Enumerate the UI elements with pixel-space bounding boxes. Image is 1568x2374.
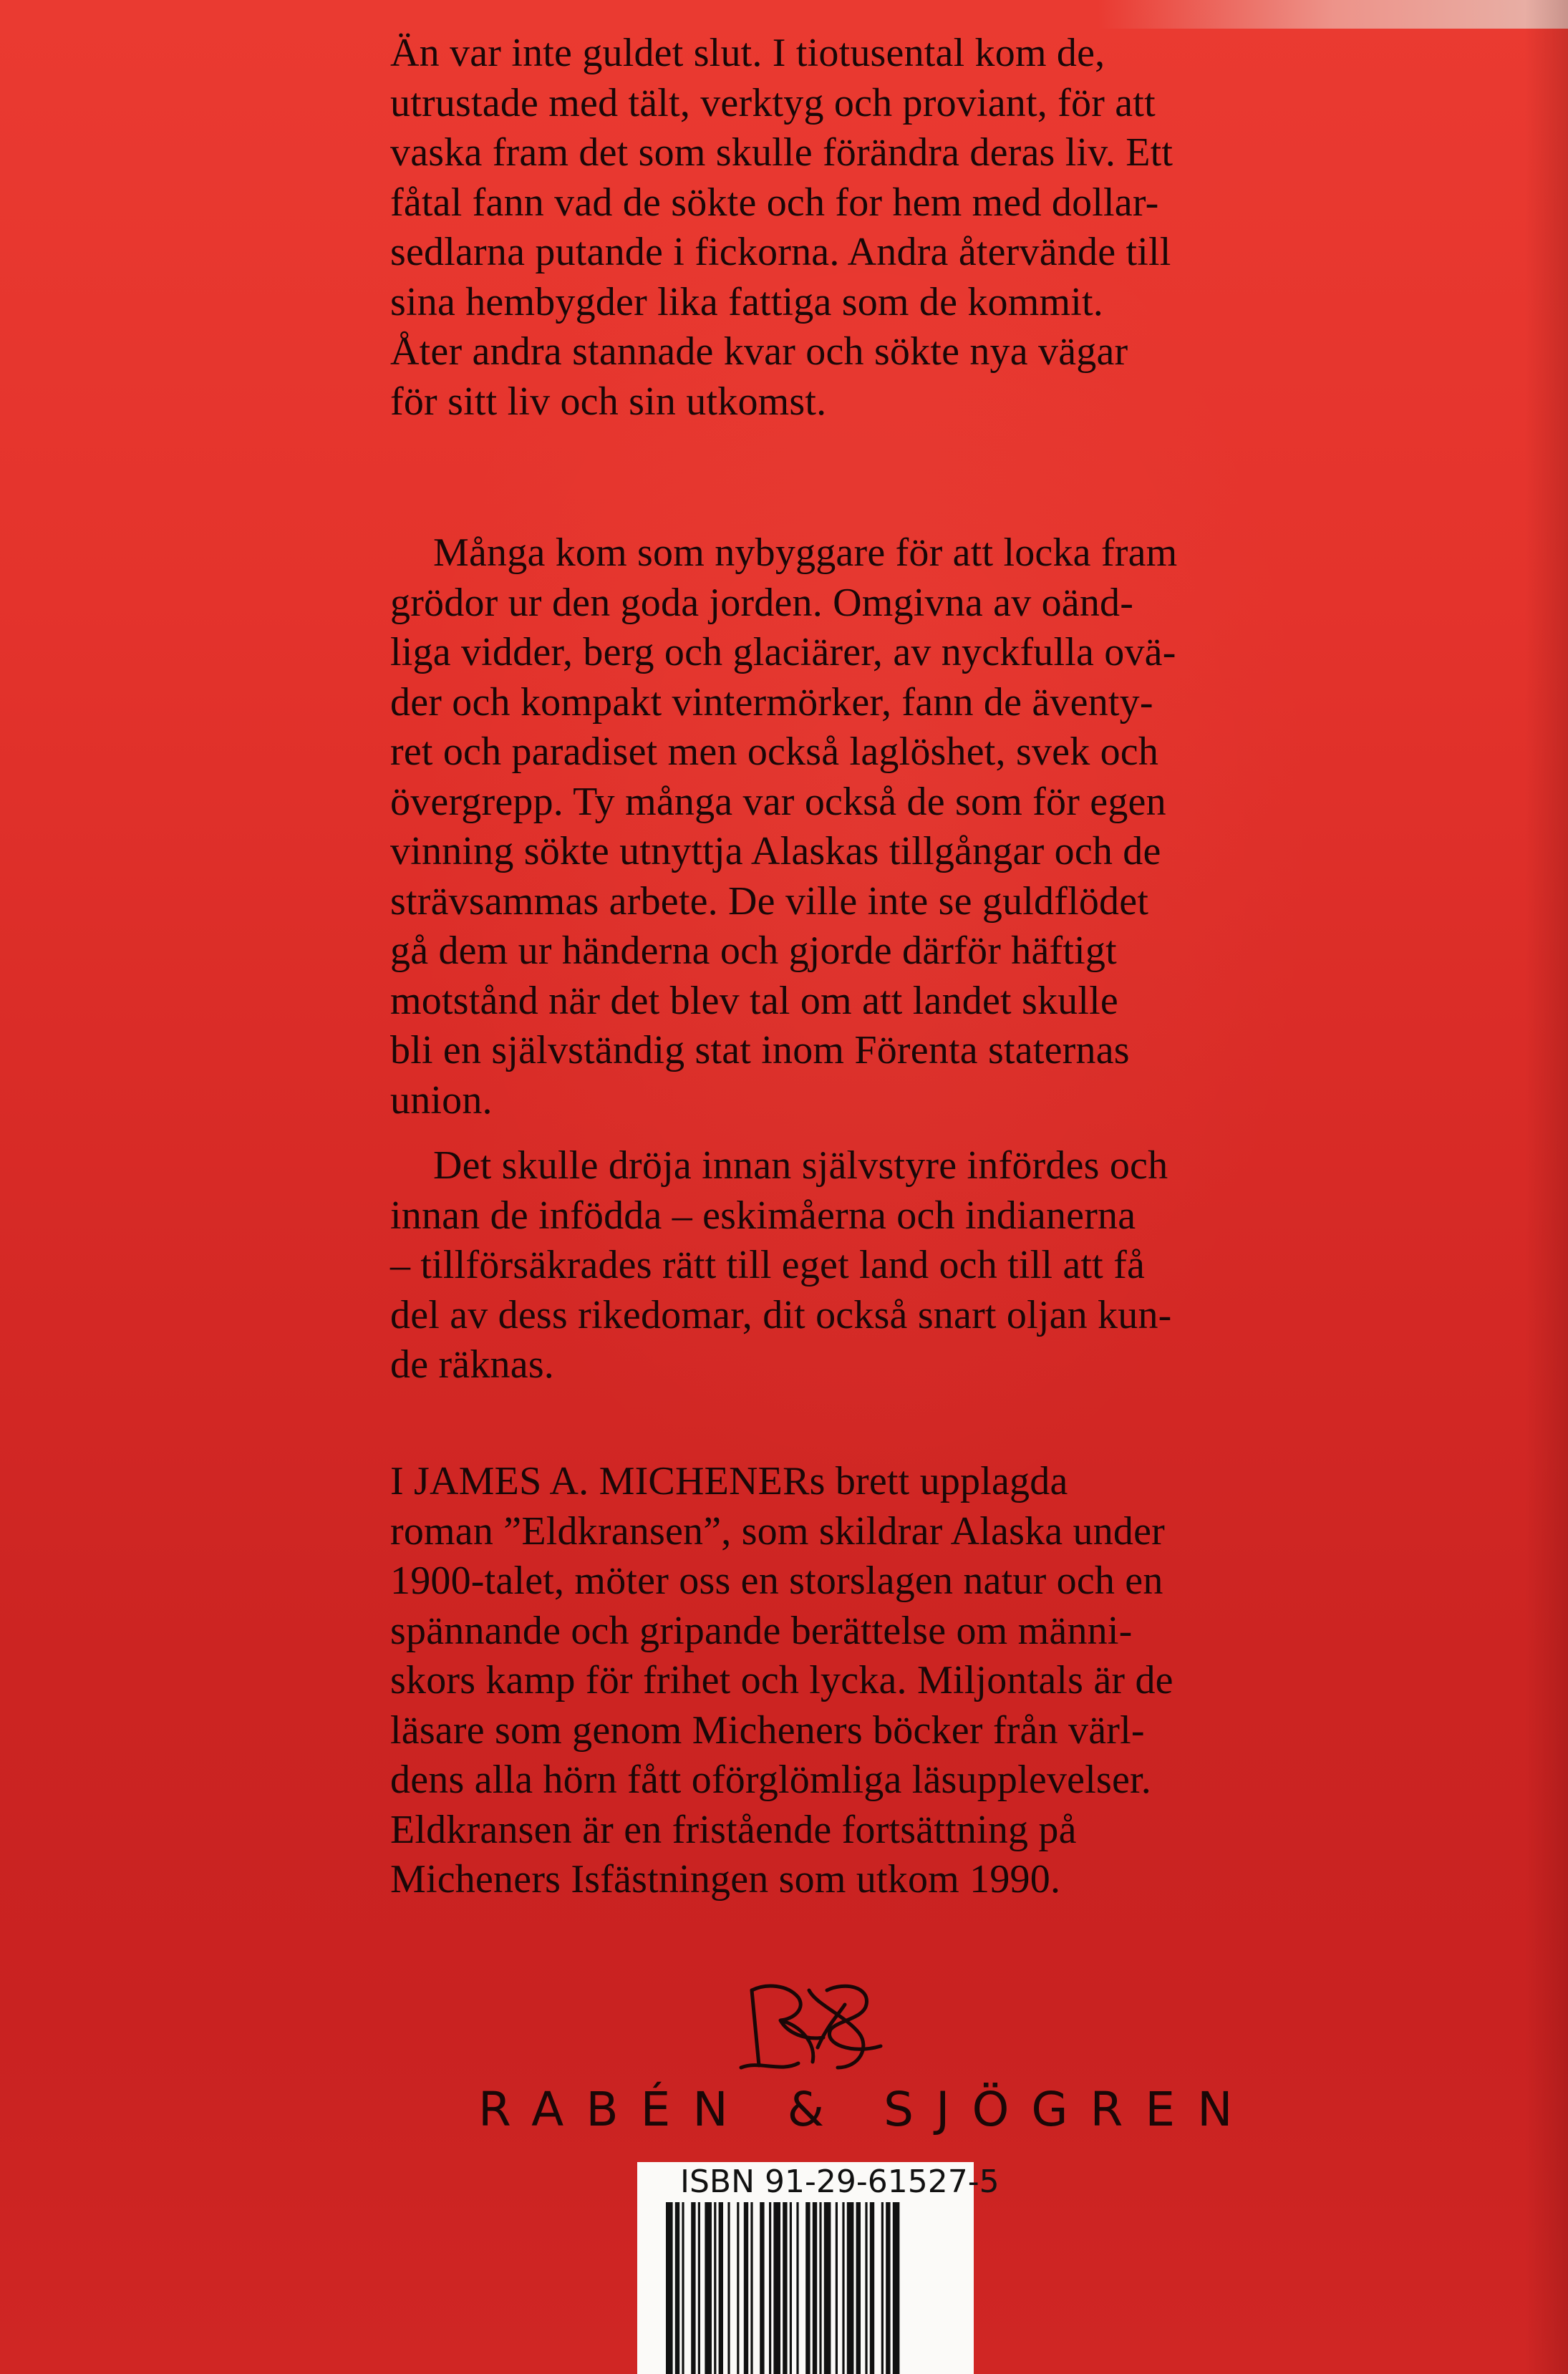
barcode-bar: [856, 2202, 861, 2374]
barcode-bar: [737, 2202, 739, 2374]
barcode-bar: [790, 2202, 792, 2374]
barcode-bar: [727, 2202, 730, 2374]
text-line: ret och paradiset men också laglöshet, svek och: [390, 730, 1159, 774]
barcode-bar: [698, 2202, 700, 2374]
barcode-bars: [666, 2202, 945, 2374]
text-line: der och kompakt vintermörker, fann de äventy-: [390, 679, 1153, 725]
barcode-bar: [773, 2202, 780, 2374]
barcode-bar: [805, 2202, 810, 2374]
text-line: strävsammas arbete. De ville inte se guldflödet: [390, 878, 1149, 924]
text-line: de räknas.: [390, 1342, 555, 1387]
text-line: union.: [390, 1077, 493, 1123]
text-line: del av dess rikedomar, dit också snart oljan kun-: [390, 1292, 1172, 1337]
barcode-bar: [824, 2202, 831, 2374]
barcode-bar: [691, 2202, 695, 2374]
barcode-bar: [813, 2202, 817, 2374]
publisher-name: RABÉN & SJÖGREN: [478, 2082, 1255, 2137]
barcode-bar: [881, 2202, 884, 2374]
barcode-bar: [847, 2202, 854, 2374]
text-line: vaska fram det som skulle förändra deras liv. Ett: [390, 130, 1173, 175]
barcode-bar: [750, 2202, 752, 2374]
barcode-bar: [675, 2202, 679, 2374]
text-line: I JAMES A. MICHENERs brett upplagda: [390, 1459, 1068, 1503]
barcode-bar: [842, 2202, 844, 2374]
barcode-bar: [893, 2202, 900, 2374]
blurb-paragraph-1: [390, 29, 1321, 427]
text-line: fåtal fann vad de sökte och for hem med dollar-: [390, 180, 1159, 225]
barcode-bar: [783, 2202, 787, 2374]
text-line: spännande och gripande berättelse om männi-: [390, 1608, 1133, 1653]
rs-monogram-logo-icon: [737, 1976, 888, 2076]
text-line: grödor ur den goda jorden. Omgivna av oänd-: [390, 580, 1134, 625]
barcode-bar: [819, 2202, 821, 2374]
text-line: Micheners Isfästningen som utkom 1990.: [390, 1857, 1061, 1901]
barcode-bar: [705, 2202, 712, 2374]
text-line: dens alla hörn fått oförglömliga läsupplevelser.: [390, 1758, 1151, 1802]
barcode-bar: [769, 2202, 771, 2374]
barcode-bar: [886, 2202, 890, 2374]
text-line: Än var inte guldet slut. I tiotusental kom de,: [390, 31, 1105, 75]
text-line: skors kamp för frihet och lycka. Miljontals är de: [390, 1658, 1173, 1702]
text-line: vinning sökte utnyttja Alaskas tillgångar och de: [390, 829, 1161, 873]
text-line: Det skulle dröja innan självstyre infördes och: [433, 1143, 1168, 1188]
cover-shadow-edge: [1525, 0, 1568, 2374]
barcode-bar: [666, 2202, 673, 2374]
text-line: roman ”Eldkransen”, som skildrar Alaska under: [390, 1508, 1166, 1554]
blurb-paragraph-2: [390, 528, 1321, 1125]
barcode-bar: [796, 2202, 798, 2374]
text-line: bli en självständig stat inom Förenta staternas: [390, 1028, 1130, 1072]
barcode-bar: [714, 2202, 716, 2374]
text-line: läsare som genom Micheners böcker från värl-: [390, 1707, 1145, 1753]
text-line: motstånd när det blev tal om att landet skulle: [390, 978, 1118, 1023]
text-line: Många kom som nybyggare för att locka fram: [433, 530, 1178, 575]
text-line: Eldkransen är en fristående fortsättning på: [390, 1807, 1077, 1852]
blurb-paragraph-3: [390, 1141, 1321, 1390]
text-line: övergrepp. Ty många var också de som för egen: [390, 779, 1166, 824]
text-line: sedlarna putande i fickorna. Andra återvände till: [390, 230, 1171, 274]
isbn-barcode: [637, 2162, 1000, 2374]
barcode-bar: [682, 2202, 684, 2374]
text-line: innan de infödda – eskimåerna och indianerna: [390, 1193, 1136, 1238]
text-line: för sitt liv och sin utkomst.: [390, 379, 827, 424]
text-line: utrustade med tält, verktyg och proviant, för att: [390, 80, 1156, 125]
text-line: gå dem ur händerna och gjorde därför häftigt: [390, 929, 1117, 973]
text-line: Åter andra stannade kvar och sökte nya vägar: [390, 329, 1128, 374]
barcode-bar: [865, 2202, 867, 2374]
barcode-bar: [836, 2202, 838, 2374]
isbn-label: ISBN 91-29-61527-5: [680, 2164, 1000, 2200]
text-line: 1900-talet, möter oss en storslagen natur och en: [390, 1559, 1163, 1603]
cover-worn-edge: [0, 0, 1568, 29]
barcode-bar: [870, 2202, 874, 2374]
text-line: liga vidder, berg och glaciärer, av nyckfulla ovä-: [390, 630, 1176, 674]
text-line: – tillförsäkrades rätt till eget land och till att få: [390, 1243, 1146, 1287]
barcode-bar: [744, 2202, 748, 2374]
barcode-bar: [719, 2202, 723, 2374]
barcode-bar: [760, 2202, 764, 2374]
author-paragraph: [390, 1457, 1321, 1905]
text-line: sina hembygder lika fattiga som de kommit.: [390, 279, 1103, 324]
